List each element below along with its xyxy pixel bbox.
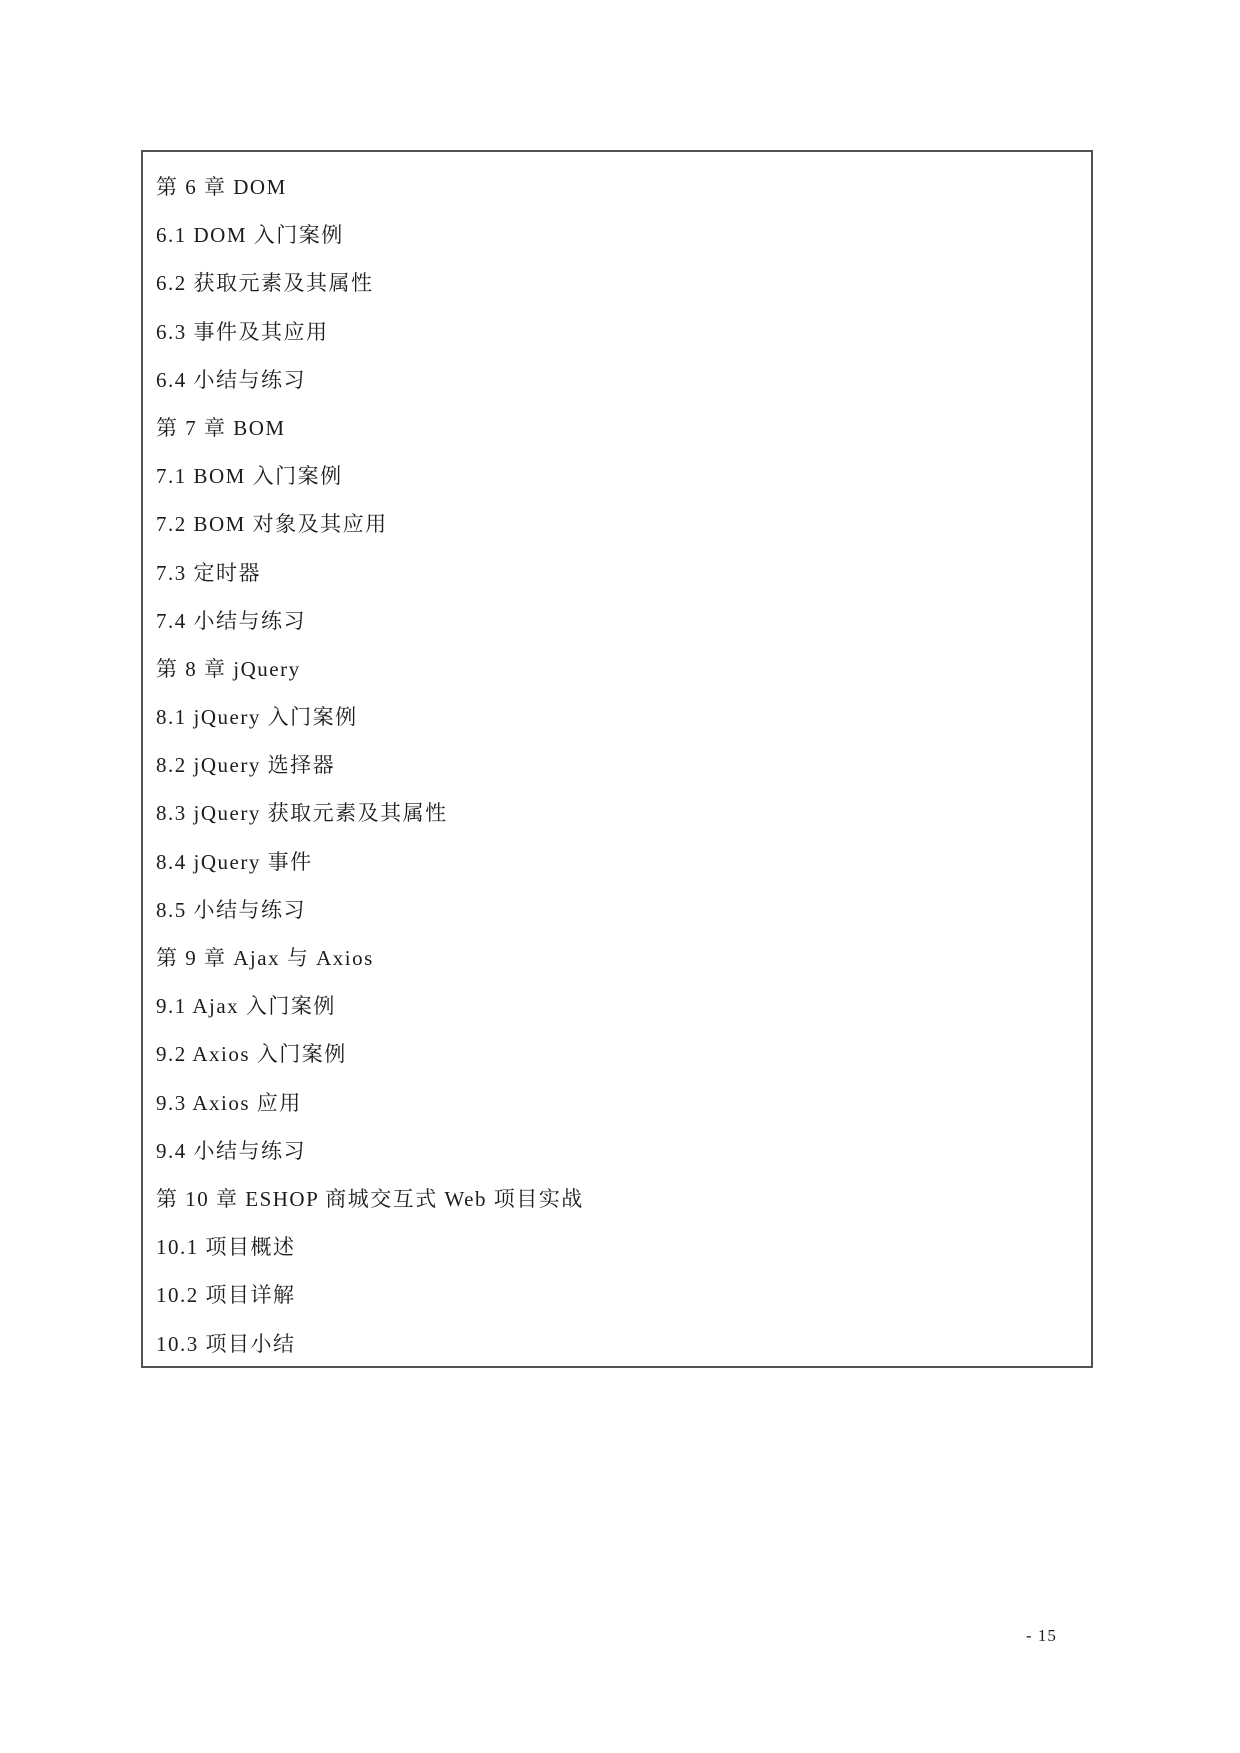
toc-line: 8.4 jQuery 事件 bbox=[156, 849, 313, 874]
toc-line: 第 7 章 BOM bbox=[156, 415, 286, 440]
toc-line: 第 8 章 jQuery bbox=[156, 656, 301, 681]
toc-line: 10.3 项目小结 bbox=[156, 1331, 296, 1356]
toc-line: 第 10 章 ESHOP 商城交互式 Web 项目实战 bbox=[156, 1186, 584, 1211]
toc-line: 8.2 jQuery 选择器 bbox=[156, 753, 336, 778]
toc-line: 6.3 事件及其应用 bbox=[156, 319, 329, 344]
toc-line: 9.3 Axios 应用 bbox=[156, 1090, 302, 1115]
toc-line: 7.3 定时器 bbox=[156, 560, 261, 585]
toc-line: 9.4 小结与练习 bbox=[156, 1138, 306, 1163]
toc-line: 7.1 BOM 入门案例 bbox=[156, 464, 343, 489]
toc-line: 6.1 DOM 入门案例 bbox=[156, 223, 344, 248]
toc-line: 第 9 章 Ajax 与 Axios bbox=[156, 946, 374, 970]
toc-box bbox=[141, 150, 1093, 1368]
toc-line: 9.1 Ajax 入门案例 bbox=[156, 994, 336, 1019]
toc-line: 10.2 项目详解 bbox=[156, 1283, 296, 1308]
toc-line: 7.4 小结与练习 bbox=[156, 608, 306, 633]
toc-line: 10.1 项目概述 bbox=[156, 1235, 296, 1260]
toc-line: 7.2 BOM 对象及其应用 bbox=[156, 512, 388, 537]
page-number: - 15 bbox=[1026, 1626, 1057, 1645]
toc-line: 8.3 jQuery 获取元素及其属性 bbox=[156, 801, 448, 826]
toc-line: 第 6 章 DOM bbox=[156, 175, 287, 199]
toc-line: 8.5 小结与练习 bbox=[156, 897, 306, 922]
toc-line: 8.1 jQuery 入门案例 bbox=[156, 705, 358, 730]
toc-line: 6.2 获取元素及其属性 bbox=[156, 271, 374, 296]
toc-line: 6.4 小结与练习 bbox=[156, 367, 306, 392]
toc-line: 9.2 Axios 入门案例 bbox=[156, 1042, 347, 1067]
